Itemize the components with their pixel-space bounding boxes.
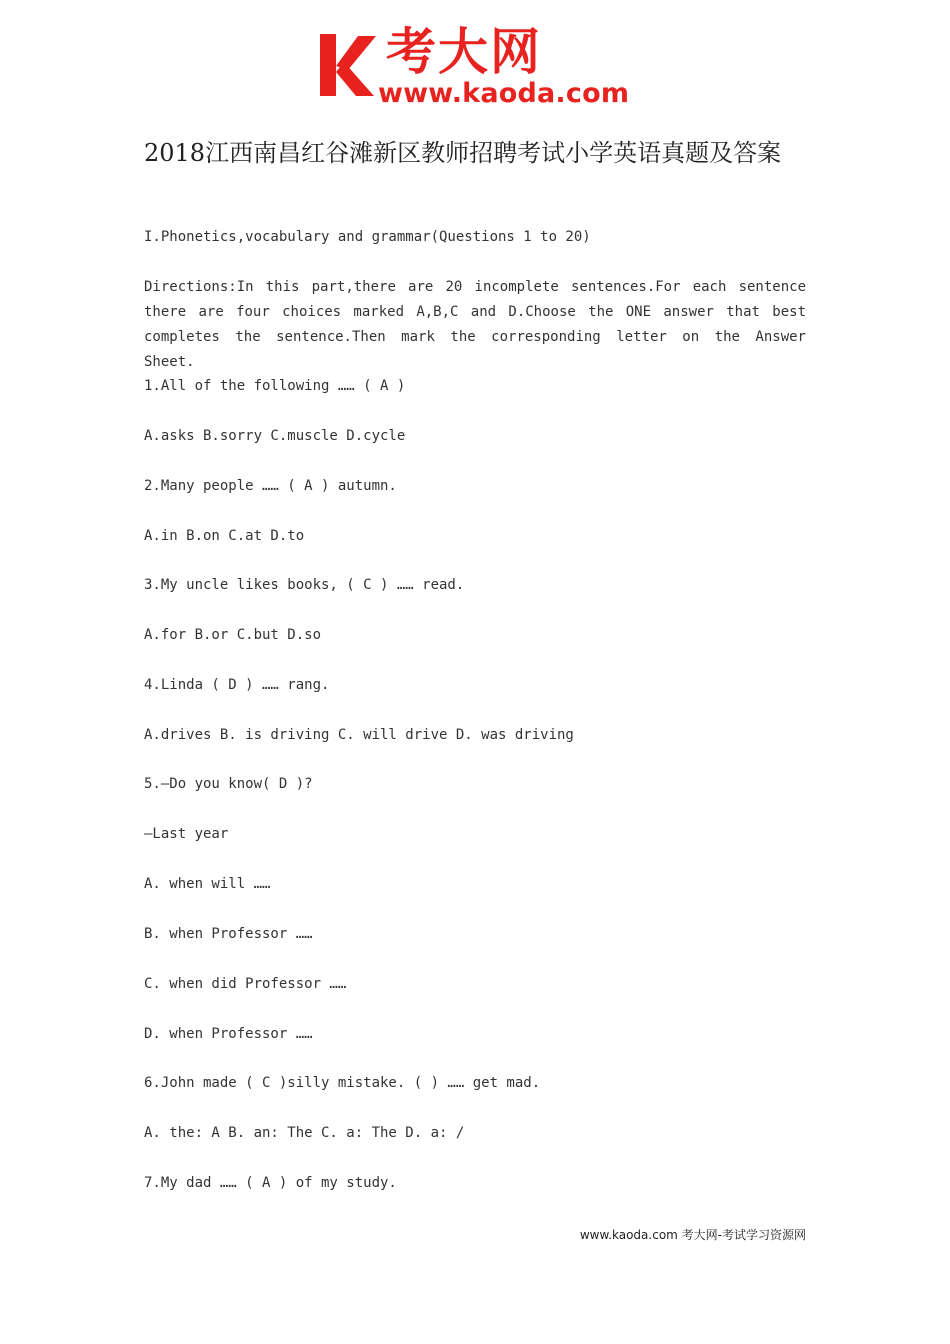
section-heading: I.Phonetics,vocabulary and grammar(Questions 1 to 20) xyxy=(144,229,591,245)
logo-brand-name: 考大网 xyxy=(386,23,542,81)
k-logo-icon xyxy=(318,32,380,98)
page-footer: www.kaoda.com 考大网-考试学习资源网 xyxy=(579,1228,806,1242)
question-6-options: A. the: A B. an: The C. a: The D. a: / xyxy=(144,1125,465,1141)
question-5-option-c: C. when did Professor …… xyxy=(144,976,347,992)
document-title: 2018江西南昌红谷滩新区教师招聘考试小学英语真题及答案 xyxy=(144,139,782,167)
question-1-options: A.asks B.sorry C.muscle D.cycle xyxy=(144,428,406,444)
question-5-option-a: A. when will …… xyxy=(144,876,271,892)
question-5-option-d: D. when Professor …… xyxy=(144,1026,313,1042)
question-3-options: A.for B.or C.but D.so xyxy=(144,627,322,643)
question-1-stem: 1.All of the following …… ( A ) xyxy=(144,378,406,394)
question-4-options: A.drives B. is driving C. will drive D. was driving xyxy=(144,727,574,743)
question-2-stem: 2.Many people …… ( A ) autumn. xyxy=(144,478,397,494)
question-2-options: A.in B.on C.at D.to xyxy=(144,528,305,544)
directions-paragraph: Directions:In this part,there are 20 incomplete sentences.For each sentence there are four choices marked A,B,C and D.Choose the ONE answer that best completes the sentence.Then mark the corresponding letter on the Answer Sheet. xyxy=(144,279,806,370)
question-7-stem: 7.My dad …… ( A ) of my study. xyxy=(144,1175,397,1191)
question-3-stem: 3.My uncle likes books, ( C ) …… read. xyxy=(144,577,465,593)
kaoda-logo xyxy=(318,23,640,112)
question-4-stem: 4.Linda ( D ) …… rang. xyxy=(144,677,330,693)
question-5-option-b: B. when Professor …… xyxy=(144,926,313,942)
question-6-stem: 6.John made ( C )silly mistake. ( ) …… get mad. xyxy=(144,1075,541,1091)
logo-brand-url: www.kaoda.com xyxy=(378,78,630,109)
question-5-reply: —Last year xyxy=(144,826,229,842)
question-5-stem: 5.—Do you know( D )? xyxy=(144,776,313,792)
